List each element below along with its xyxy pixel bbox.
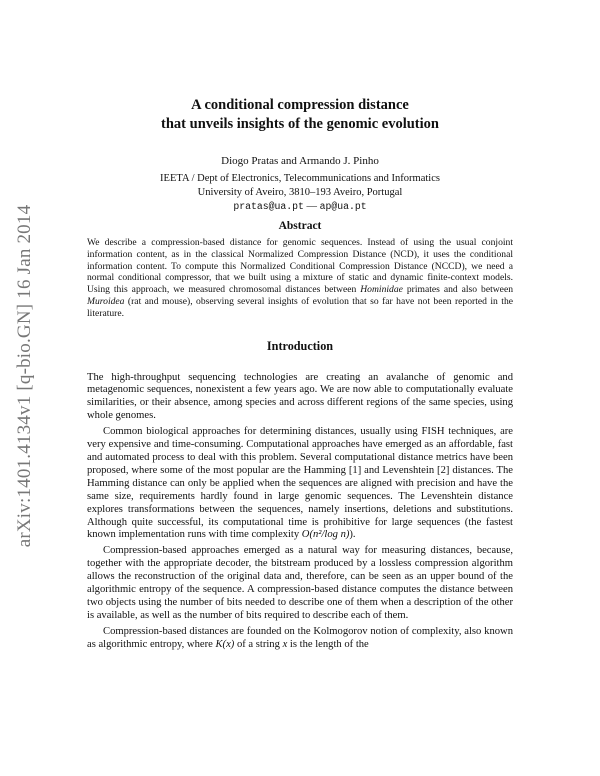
abstract-body [87, 237, 513, 320]
abstract-text-2: primates and also between [402, 284, 513, 296]
intro-paragraph-2 [87, 426, 513, 542]
affiliation [87, 172, 513, 214]
emails [87, 200, 513, 214]
email-separator: — [303, 201, 320, 212]
arxiv-stamp-text: arXiv:1401.4134v1 [q-bio.GN] 16 Jan 2014 [14, 204, 35, 548]
introduction-body [87, 372, 513, 652]
intro-paragraph-4 [87, 626, 513, 652]
intro-p2-text: Common biological approaches for determining distances, usually using FISH techniques, are very expensive and time-consuming. Computational approaches have emerged as an affordable, fast and automated process to deal with this problem. Several computational distance metrics have been proposed, where some of the most popular are the Hamming [1] and Levenshtein [2] distances. The Hamming distance can only be applied when the sequences are aligned with precision and have the same size, requirements hardly found in large genomic sequences. The Levenshtein distance explores transformations between the sequences, namely insertions, deletions and substitutions. Although quite successful, its computational time is prohibitive for large sequences (the fastest known implementation runs with time complexity [87, 426, 513, 541]
intro-paragraph-3: Compression-based approaches emerged as a natural way for measuring distances, because, together with the appropriate decoder, the bitstream produced by a lossless compression algorithm allows the reconstruction of the original data and, therefore, can be seen as an upper bound of the algorithmic entropy of the sequence. A compression-based distance computes the distance between two objects using the number of bits needed to describe one of them when a description of the other is available, as well as the number of bits required to describe each of them. [87, 545, 513, 621]
intro-p2-end: ). [349, 529, 356, 541]
intro-paragraph-1: The high-throughput sequencing technologies are creating an avalanche of genomic and metagenomic sequences, nonexistent a few years ago. We are now able to computationally evaluate similarities, or their absence, among species and across different regions of the same species, using whole genomes. [87, 371, 513, 422]
intro-p4-x: x [282, 638, 288, 650]
intro-p4-kx: K(x) [215, 638, 235, 650]
intro-p4-text-b: of a string [234, 638, 283, 650]
introduction-heading: Introduction [266, 338, 334, 353]
authors: Diogo Pratas and Armando J. Pinho [221, 155, 379, 167]
paper-page [87, 96, 513, 655]
arxiv-stamp [10, 176, 40, 576]
intro-p4-text-a: Compression-based distances are founded on the Kolmogorov notion of complexity, also known as algorithmic entropy, where [87, 625, 513, 650]
paper-title [87, 96, 513, 134]
abstract-text-3: (rat and mouse), observing several insights of evolution that so far have not been reported in the literature. [87, 295, 513, 319]
intro-p2-complexity: O(n²/log n) [301, 529, 350, 541]
title-line-1: A conditional compression distance [191, 97, 409, 113]
affiliation-line-2: University of Aveiro, 3810–193 Aveiro, Portugal [197, 187, 403, 198]
title-line-2: that unveils insights of the genomic evolution [161, 116, 439, 132]
affiliation-line-1: IEETA / Dept of Electronics, Telecommunications and Informatics [160, 173, 440, 184]
email-pinho: ap@ua.pt [319, 201, 367, 212]
abstract-hominidae: Hominidae [360, 284, 403, 296]
abstract-muroidea: Muroidea [87, 295, 125, 307]
intro-p4-text-c: is the length of the [287, 638, 369, 650]
abstract-text-1: We describe a compression-based distance for genomic sequences. Instead of using the usual conjoint information content, as in the classical Normalized Compression Distance (NCD), it uses the conditional information content. To compute this Normalized Conditional Compression Distance (NCCD), we need a normal conditional compressor, that we built using a mixture of static and dynamic finite-context models. Using this approach, we measured chromosomal distances between [87, 237, 513, 296]
abstract-heading: Abstract [278, 220, 322, 232]
email-pratas: pratas@ua.pt [233, 201, 304, 212]
